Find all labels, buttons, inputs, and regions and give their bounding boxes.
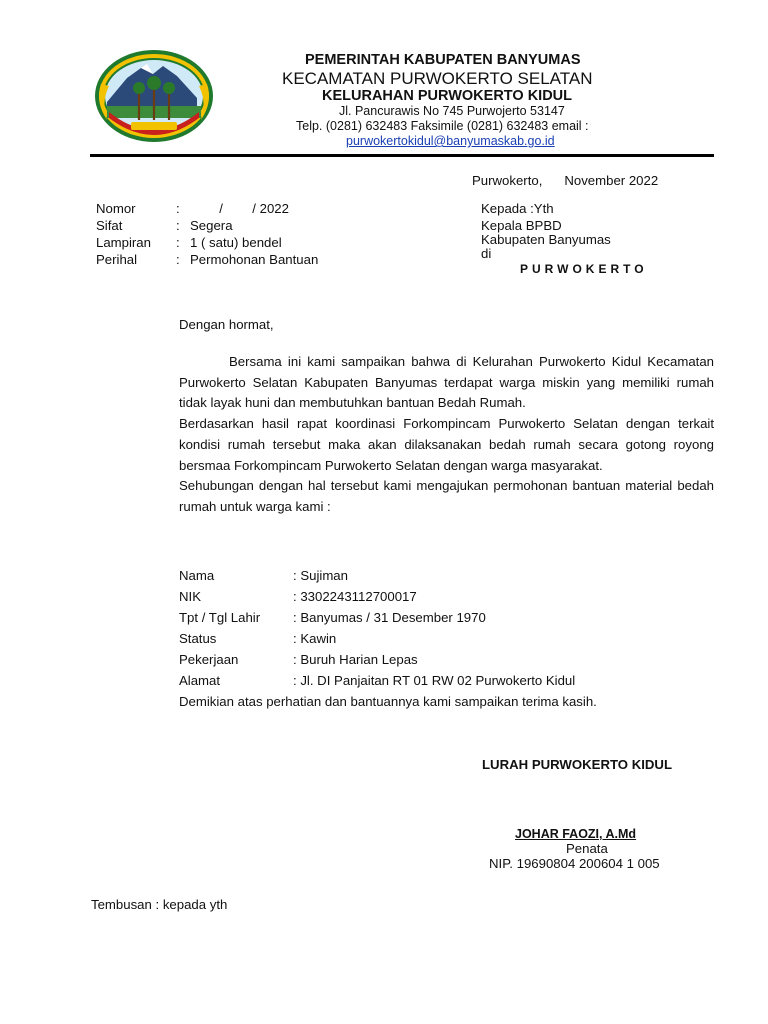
letter-date: Purwokerto, November 2022 — [472, 173, 659, 188]
cc-line: Tembusan : kepada yth — [91, 897, 228, 912]
meta-label-nomor: Nomor — [96, 201, 136, 216]
citizen-value-nik: : 3302243112700017 — [293, 589, 417, 604]
citizen-label-nama: Nama — [179, 568, 215, 583]
citizen-label-address: Alamat — [179, 673, 221, 688]
citizen-value-address: : Jl. DI Panjaitan RT 01 RW 02 Purwokerto Kidul — [293, 673, 576, 688]
salutation: Dengan hormat, — [179, 317, 274, 332]
meta-sep: : — [176, 218, 180, 233]
letterhead-government: PEMERINTAH KABUPATEN BANYUMAS — [305, 52, 581, 68]
meta-value-lampiran: 1 ( satu) bendel — [190, 235, 282, 250]
closing-sentence: Demikian atas perhatian dan bantuannya kami sampaikan terima kasih. — [179, 694, 597, 709]
citizen-value-birth: : Banyumas / 31 Desember 1970 — [293, 610, 486, 625]
meta-label-sifat: Sifat — [96, 218, 123, 233]
paragraph-basis: Berdasarkan hasil rapat koordinasi Forkompincam Purwokerto Selatan dengan terkait kondisi rumah tersebut maka akan dilaksanakan bedah rumah secara gotong royong bersmaa Forkompincam Purwokerto Selatan dengan warga masyarakat. — [179, 416, 714, 473]
signature-rank: Penata — [566, 841, 608, 856]
signature-title: LURAH PURWOKERTO KIDUL — [482, 757, 672, 772]
recipient-office: Kepala BPBD — [481, 218, 562, 233]
meta-value-sifat: Segera — [190, 218, 233, 233]
meta-value-perihal: Permohonan Bantuan — [190, 252, 319, 267]
recipient-regency: Kabupaten Banyumas — [481, 232, 611, 247]
citizen-label-occupation: Pekerjaan — [179, 652, 239, 667]
citizen-label-nik: NIK — [179, 589, 201, 604]
meta-label-lampiran: Lampiran — [96, 235, 151, 250]
meta-sep: : — [176, 235, 180, 250]
recipient-city: PURWOKERTO — [520, 262, 648, 276]
letterhead-district: KECAMATAN PURWOKERTO SELATAN — [282, 69, 593, 88]
letterhead-email-link[interactable]: purwokertokidul@banyumaskab.go.id — [346, 134, 555, 148]
meta-label-perihal: Perihal — [96, 252, 138, 267]
meta-value-nomor: / / 2022 — [190, 201, 289, 216]
paragraph-request: Sehubungan dengan hal tersebut kami mengajukan permohonan bantuan material bedah rumah untuk warga kami : — [179, 478, 714, 514]
citizen-value-status: : Kawin — [293, 631, 337, 646]
banyumas-regency-emblem-icon — [93, 48, 215, 144]
meta-sep: : — [176, 201, 180, 216]
citizen-label-birth: Tpt / Tgl Lahir — [179, 610, 261, 625]
letter-body — [179, 352, 714, 518]
letterhead-phone: Telp. (0281) 632483 Faksimile (0281) 632483 email : — [296, 119, 589, 133]
recipient-di: di — [481, 246, 492, 261]
citizen-value-occupation: : Buruh Harian Lepas — [293, 652, 418, 667]
citizen-label-status: Status — [179, 631, 217, 646]
recipient-salutation: Kepada :Yth — [481, 201, 554, 216]
letterhead-divider — [90, 154, 714, 157]
meta-sep: : — [176, 252, 180, 267]
citizen-value-nama: : Sujiman — [293, 568, 348, 583]
signature-nip: NIP. 19690804 200604 1 005 — [489, 856, 660, 871]
letterhead-village: KELURAHAN PURWOKERTO KIDUL — [322, 88, 572, 104]
paragraph-intro: Bersama ini kami sampaikan bahwa di Kelurahan Purwokerto Kidul Kecamatan Purwokerto Selatan Kabupaten Banyumas terdapat warga miskin yang memiliki rumah tidak layak huni dan membutuhkan bantuan Bedah Rumah. — [179, 354, 714, 411]
signature-name: JOHAR FAOZI, A.Md — [515, 827, 637, 841]
letterhead-address: Jl. Pancurawis No 745 Purwojerto 53147 — [339, 104, 565, 118]
